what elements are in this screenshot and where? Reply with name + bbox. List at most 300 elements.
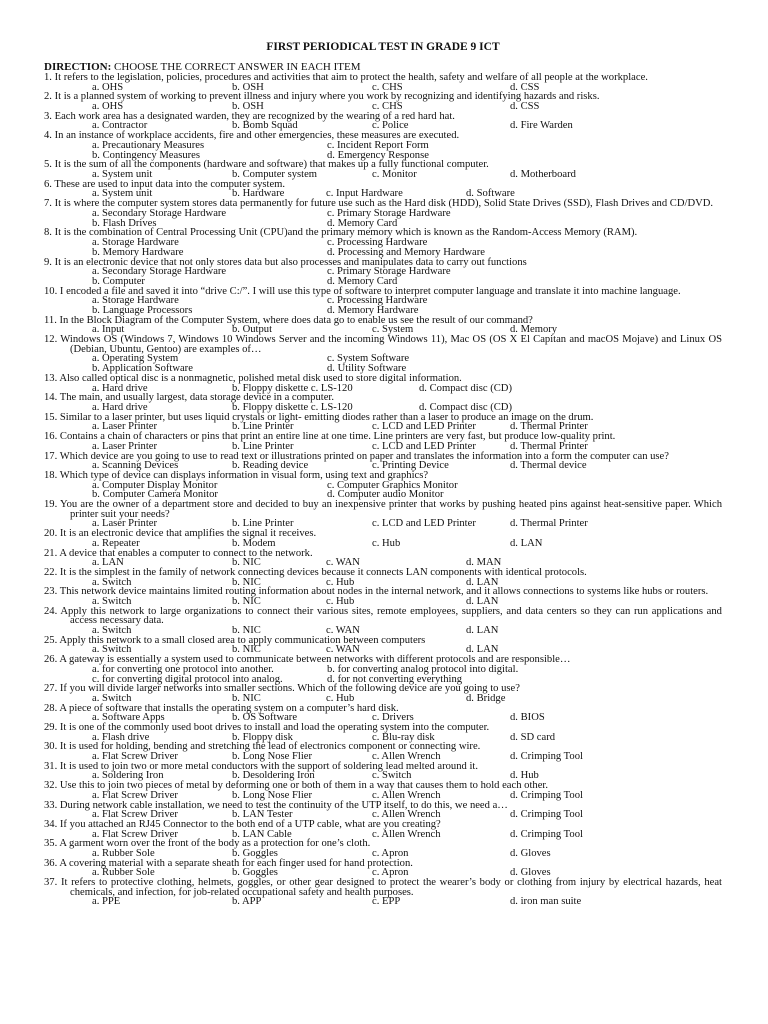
answer-choice: d. Memory [510, 324, 558, 336]
answer-choice: c. Processing Hardware [327, 295, 428, 307]
question-number: 1. [44, 72, 52, 83]
answer-choice: a. System unit [92, 188, 153, 200]
question-stem [44, 549, 722, 559]
question-text: Contains a chain of characters or pins that print an entire line at one time. Line printers are very fast, but produce low-quality print. [59, 431, 616, 443]
answer-choices-row [44, 83, 722, 93]
answer-choice: d. MAN [466, 557, 502, 569]
answer-choice: b. NIC [232, 644, 261, 656]
question-item [44, 316, 722, 335]
answer-choice: b. Long Nose Flier [232, 751, 313, 763]
question-number: 19. [44, 499, 58, 511]
question-item [44, 112, 722, 131]
question-item [44, 762, 722, 781]
answer-choice: a. Flat Screw Driver [92, 789, 178, 801]
question-item [44, 160, 722, 179]
answer-choice: c. Computer Graphics Monitor [327, 479, 458, 491]
answer-choices-row [44, 461, 722, 471]
answer-choice: c. Primary Storage Hardware [327, 207, 451, 219]
question-text: It is one of the commonly used boot drives to install and load the operating system into the computer. [59, 722, 490, 734]
answer-choice: d. LAN [466, 644, 499, 656]
answer-choices-row [44, 490, 722, 500]
answer-choice: c. Switch [372, 770, 412, 782]
answer-choice: b. Contingency Measures [92, 149, 200, 161]
question-text: Which type of device can displays information in visual form, using text and graphics? [59, 470, 429, 482]
answer-choice: d. Memory Card [327, 217, 398, 229]
answer-choice: d. Crimping Tool [510, 789, 583, 801]
answer-choice: b. OSH [232, 81, 264, 93]
answer-choices-row [44, 151, 722, 161]
question-stem [44, 636, 722, 646]
question-number: 12. [44, 334, 58, 346]
question-item [44, 878, 722, 907]
answer-choice: b. Line Printer [232, 518, 294, 530]
answer-choices-row [44, 849, 722, 859]
question-stem [44, 587, 722, 597]
answer-choice: b. NIC [232, 595, 261, 607]
question-item [44, 452, 722, 471]
answer-choice: d. LAN [466, 624, 499, 636]
answer-choice: c. System Software [327, 353, 410, 365]
answer-choice: d. CSS [510, 100, 540, 112]
answer-choice: c. LCD and LED Printer [372, 421, 476, 433]
question-number: 35. [44, 838, 58, 850]
question-text: It is an electronic device that not only stores data but also processes and manipulates data to carry out functions [54, 256, 527, 268]
answer-choice: c. Drivers [372, 712, 414, 724]
answer-choice: d. Memory Card [327, 275, 398, 287]
question-item [44, 568, 722, 587]
answer-choice: b. for converting analog protocol into digital. [327, 663, 519, 675]
answer-choice: b. Computer Camera Monitor [92, 489, 218, 501]
answer-choice: c. Hub [326, 576, 355, 588]
answer-choice: c. Hub [326, 595, 355, 607]
question-text: Windows OS (Windows 7, Windows 10 Windows Server and the incoming Windows 11), Mac OS (OS X El Capitan and macOS Mojave) and Linux OS (Debian, Ubuntu, Gentoo) are examples of… [60, 334, 722, 355]
question-number: 29. [44, 722, 58, 734]
question-text: Also called optical disc is a nonmagnetic, polished metal disk used to store digital information. [59, 373, 462, 385]
test-document [44, 40, 722, 907]
answer-choice: c. Allen Wrench [372, 751, 441, 763]
question-number: 25. [44, 634, 58, 646]
answer-choice: a. System unit [92, 168, 153, 180]
answer-choices-row [44, 897, 722, 907]
answer-choice: a. Flat Screw Driver [92, 751, 178, 763]
answer-choice: a. Flash drive [92, 731, 150, 743]
question-text: The main, and usually largest, data storage device in a computer. [59, 392, 334, 404]
question-number: 36. [44, 857, 58, 869]
question-text: These are used to input data into the computer system. [54, 178, 286, 190]
answer-choice: a. Precautionary Measures [92, 139, 205, 151]
answer-choice: d. Software [466, 188, 515, 200]
question-number: 27. [44, 683, 58, 695]
question-number: 10. [44, 285, 58, 297]
answer-choice: c. Incident Report Form [327, 139, 429, 151]
question-item [44, 393, 722, 412]
answer-choices-row [44, 306, 722, 316]
answer-choices-row [44, 384, 722, 394]
answer-choice: d. iron man suite [510, 896, 582, 908]
question-text: Each work area has a designated warden, they are recognized by the wearing of a red hard hat. [54, 110, 455, 122]
answer-choice: a. OHS [92, 81, 124, 93]
answer-choices-row [44, 422, 722, 432]
question-number: 4. [44, 130, 52, 142]
question-number: 24. [44, 605, 58, 617]
question-item [44, 471, 722, 500]
answer-choice: a. Laser Printer [92, 440, 158, 452]
answer-choice: c. Allen Wrench [372, 789, 441, 801]
question-item [44, 131, 722, 160]
question-item [44, 529, 722, 548]
question-text: Use this to join two pieces of metal by deforming one or both of them in a way that causes them to hold each other. [59, 780, 548, 792]
answer-choice: a. OHS [92, 100, 124, 112]
answer-choice: b. Memory Hardware [92, 246, 184, 258]
question-item [44, 287, 722, 316]
question-text: It is used for holding, bending and stretching the lead of electronics component or connecting wire. [59, 741, 481, 753]
answer-choice: b. APP [232, 896, 262, 908]
question-text: A garment worn over the front of the body as a protection for one’s cloth. [59, 838, 371, 850]
answer-choice: b. OS Software [232, 712, 298, 724]
question-number: 9. [44, 256, 52, 268]
question-number: 22. [44, 566, 58, 578]
answer-choice: b. Bomb Squad [232, 120, 298, 132]
answer-choice: b. Floppy diskette c. LS-120 [232, 382, 353, 394]
answer-choices-row [44, 219, 722, 229]
answer-choice: c. Hub [326, 692, 355, 704]
answer-choices-row [44, 830, 722, 840]
answer-choice: a. Soldering Iron [92, 770, 164, 782]
answer-choice: a. PPE [92, 896, 121, 908]
direction-label: DIRECTION: [44, 61, 112, 73]
answer-choice: a. Contractor [92, 120, 148, 132]
question-item [44, 801, 722, 820]
answer-choice: d. Compact disc (CD) [419, 382, 512, 394]
answer-choices-row [44, 578, 722, 588]
question-number: 23. [44, 586, 58, 598]
answer-choice: b. Reading device [232, 460, 309, 472]
answer-choice: a. Secondary Storage Hardware [92, 266, 227, 278]
question-number: 2. [44, 91, 52, 103]
answer-choice: c. Apron [372, 848, 409, 860]
answer-choice: d. Hub [510, 770, 539, 782]
answer-choice: c. CHS [372, 100, 403, 112]
question-text: It refers to protective clothing, helmets, goggles, or other gear designed to protect the wearer’s body or clothing from injury by electrical hazards, heat chemicals, and infection, for job-related occupational safety and health purposes. [60, 877, 722, 898]
question-stem [44, 568, 722, 578]
answer-choice: d. Thermal Printer [510, 421, 588, 433]
answer-choices-row [44, 121, 722, 131]
question-item [44, 335, 722, 374]
answer-choice: a. Switch [92, 624, 132, 636]
question-text: It is the simplest in the family of network connecting devices because it connects LAN components with identical protocols. [59, 566, 587, 578]
answer-choices-row [44, 519, 722, 529]
answer-choice: b. Desoldering Iron [232, 770, 315, 782]
answer-choice: b. NIC [232, 624, 261, 636]
answer-choice: d. Gloves [510, 867, 551, 879]
answer-choices-row [44, 189, 722, 199]
question-item [44, 781, 722, 800]
question-text: Similar to a laser printer, but uses liquid crystals or light- emitting diodes rather than a laser to produce an image on the drum. [59, 411, 594, 423]
question-text: Which device are you going to use to read text or illustrations printed on paper and translates the information into a form the computer can use? [59, 450, 669, 462]
question-text: If you will divide larger networks into smaller sections. Which of the following device are you going to use? [59, 683, 520, 695]
answer-choice: c. WAN [326, 624, 360, 636]
answer-choice: d. Memory Hardware [327, 305, 419, 317]
answer-choice: c. Monitor [372, 168, 417, 180]
question-item [44, 228, 722, 257]
question-item [44, 587, 722, 606]
answer-choice: a. Software Apps [92, 712, 165, 724]
answer-choice: c. WAN [326, 557, 360, 569]
answer-choice: a. Flat Screw Driver [92, 828, 178, 840]
question-stem [44, 335, 722, 354]
answer-choice: b. Floppy diskette c. LS-120 [232, 402, 353, 414]
answer-choice: d. Crimping Tool [510, 828, 583, 840]
answer-choice: a. Laser Printer [92, 421, 158, 433]
answer-choices-row [44, 771, 722, 781]
answer-choice: d. Emergency Response [327, 149, 429, 161]
answer-choice: c. Processing Hardware [327, 236, 428, 248]
question-item [44, 500, 722, 529]
question-text: Apply this network to a small closed area to apply communication between computers [59, 634, 426, 646]
answer-choice: c. LCD and LED Printer [372, 518, 476, 530]
answer-choice: d. Compact disc (CD) [419, 402, 512, 414]
answer-choice: d. LAN [510, 537, 543, 549]
answer-choice: a. Switch [92, 692, 132, 704]
answer-choice: d. Motherboard [510, 168, 576, 180]
answer-choices-row [44, 325, 722, 335]
answer-choice: d. BIOS [510, 712, 545, 724]
answer-choice: b. Floppy disk [232, 731, 293, 743]
answer-choices-row [44, 626, 722, 636]
answer-choice: b. Computer system [232, 168, 318, 180]
answer-choices-row [44, 364, 722, 374]
answer-choice: b. NIC [232, 576, 261, 588]
answer-choice: b. Goggles [232, 848, 278, 860]
question-number: 32. [44, 780, 58, 792]
answer-choice: d. Gloves [510, 848, 551, 860]
answer-choice: c. Allen Wrench [372, 828, 441, 840]
answer-choice: c. EPP [372, 896, 401, 908]
answer-choice: a. Storage Hardware [92, 295, 179, 307]
answer-choices-row [44, 675, 722, 685]
answer-choice: b. Line Printer [232, 440, 294, 452]
answer-choice: a. Rubber Sole [92, 867, 155, 879]
answer-choice: a. for converting one protocol into another. [92, 663, 274, 675]
answer-choice: a. Storage Hardware [92, 236, 179, 248]
answer-choice: a. Hard drive [92, 382, 148, 394]
answer-choices-row [44, 733, 722, 743]
question-text: A piece of software that installs the operating system on a computer’s hard disk. [59, 702, 399, 714]
question-number: 26. [44, 654, 58, 666]
answer-choice: c. Primary Storage Hardware [327, 266, 451, 278]
answer-choice: a. Input [92, 324, 125, 336]
question-item [44, 73, 722, 92]
answer-choice: c. Hub [372, 537, 401, 549]
question-text: In an instance of workplace accidents, fire and other emergencies, these measures are executed. [54, 130, 460, 142]
answer-choices-row [44, 442, 722, 452]
question-number: 34. [44, 819, 58, 831]
answer-choice: a. Computer Display Monitor [92, 479, 218, 491]
answer-choice: a. Flat Screw Driver [92, 809, 178, 821]
question-number: 5. [44, 159, 52, 171]
answer-choice: b. NIC [232, 692, 261, 704]
question-item [44, 432, 722, 451]
answer-choices-row [44, 791, 722, 801]
question-stem [44, 500, 722, 519]
answer-choice: a. Scanning Devices [92, 460, 179, 472]
answer-choices-row [44, 752, 722, 762]
answer-choice: d. Fire Warden [510, 120, 573, 132]
answer-choices-row [44, 810, 722, 820]
question-item [44, 199, 722, 228]
answer-choices-row [44, 558, 722, 568]
answer-choices-row [44, 645, 722, 655]
question-text: This network device maintains limited routing information about nodes in the internal network, and it allows connections to systems like hubs or routers. [59, 586, 709, 598]
answer-choice: d. Computer audio Monitor [327, 489, 444, 501]
answer-choices-row [44, 248, 722, 258]
answer-choice: c. Police [372, 120, 409, 132]
question-item [44, 839, 722, 858]
answer-choice: b. Computer [92, 275, 145, 287]
answer-choice: d. Thermal Printer [510, 518, 588, 530]
question-number: 37. [44, 877, 58, 889]
question-text: In the Block Diagram of the Computer System, where does data go to enable us see the result of our command? [59, 314, 533, 326]
answer-choice: b. OSH [232, 100, 264, 112]
question-item [44, 92, 722, 111]
answer-choice: b. LAN Tester [232, 809, 293, 821]
answer-choice: b. Goggles [232, 867, 278, 879]
answer-choice: b. Flash Drives [92, 217, 157, 229]
answer-choice: c. Input Hardware [326, 188, 403, 200]
answer-choice: a. Switch [92, 595, 132, 607]
answer-choices-row [44, 597, 722, 607]
answer-choices-row [44, 539, 722, 549]
answer-choice: c. for converting digital protocol into analog. [92, 673, 283, 685]
question-number: 6. [44, 178, 52, 190]
question-item [44, 636, 722, 655]
answer-choice: d. Thermal device [510, 460, 587, 472]
answer-choice: c. Blu-ray disk [372, 731, 435, 743]
answer-choice: a. LAN [92, 557, 124, 569]
question-text: A gateway is essentially a system used to communicate between networks with different protocols and are responsible… [59, 654, 571, 666]
question-item [44, 859, 722, 878]
answer-choice: d. Bridge [466, 692, 506, 704]
question-number: 16. [44, 431, 58, 443]
answer-choice: b. Hardware [232, 188, 285, 200]
question-item [44, 704, 722, 723]
question-item [44, 413, 722, 432]
answer-choices-row [44, 170, 722, 180]
answer-choice: b. Line Printer [232, 421, 294, 433]
question-number: 33. [44, 799, 58, 811]
answer-choice: c. Printing Device [372, 460, 449, 472]
question-stem [44, 684, 722, 694]
answer-choice: b. Application Software [92, 363, 193, 375]
answer-choice: c. LCD and LED Printer [372, 440, 476, 452]
answer-choice: a. Rubber Sole [92, 848, 155, 860]
question-item [44, 655, 722, 684]
question-item [44, 742, 722, 761]
question-text: It is used to join two or more metal conductors with the support of soldering lead melted around it. [59, 760, 478, 772]
question-number: 15. [44, 411, 58, 423]
question-number: 18. [44, 470, 58, 482]
question-number: 8. [44, 227, 52, 239]
question-text: If you attached an RJ45 Connector to the both end of a UTP cable, what are you creating? [59, 819, 441, 831]
direction-text: CHOOSE THE CORRECT ANSWER IN EACH ITEM [111, 61, 361, 73]
answer-choices-row [44, 713, 722, 723]
answer-choice: a. Switch [92, 576, 132, 588]
question-item [44, 180, 722, 199]
question-number: 30. [44, 741, 58, 753]
question-text: Apply this network to large organizations to connect their various sites, remote employees, suppliers, and data centers so they can run applications and access necessary data. [60, 605, 722, 627]
question-text: A covering material with a separate sheath for each finger used for hand protection. [59, 857, 413, 869]
answer-choice: b. Modem [232, 537, 276, 549]
question-stem [44, 878, 722, 897]
answer-choice: b. NIC [232, 557, 261, 569]
question-text: It is the sum of all the components (hardware and software) that makes up a fully functional computer. [54, 159, 489, 171]
answer-choice: d. SD card [510, 731, 556, 743]
answer-choices-row [44, 102, 722, 112]
answer-choice: a. Laser Printer [92, 518, 158, 530]
answer-choices-row [44, 403, 722, 413]
answer-choice: c. Apron [372, 867, 409, 879]
answer-choice: d. Utility Software [327, 363, 407, 375]
question-number: 17. [44, 450, 58, 462]
question-text: It is where the computer system stores data permanently for future use such as the Hard disk (HDD), Solid State Drives (SSD), Flash Drives and CD/DVD. [54, 198, 714, 210]
answer-choice: d. for not converting everything [327, 673, 463, 685]
test-title: FIRST PERIODICAL TEST IN GRADE 9 ICT [266, 41, 500, 53]
answer-choice: c. CHS [372, 81, 403, 93]
answer-choice: d. Thermal Printer [510, 440, 588, 452]
question-text: It is an electronic device that amplifies the signal it receives. [59, 528, 317, 540]
question-item [44, 258, 722, 287]
answer-choice: b. Output [232, 324, 273, 336]
question-text: You are the owner of a department store and decided to buy an inexpensive printer that works by pushing heated pins against heat-sensitive paper. Which printer suit your needs? [60, 499, 722, 520]
question-number: 14. [44, 392, 58, 404]
answer-choice: c. WAN [326, 644, 360, 656]
question-text: It is a planned system of working to prevent illness and injury where you work by recognizing and identifying hazards and risks. [54, 91, 600, 103]
question-stem [44, 607, 722, 626]
answer-choice: b. Long Nose Flier [232, 789, 313, 801]
answer-choice: d. CSS [510, 81, 540, 93]
question-item [44, 723, 722, 742]
answer-choice: a. Switch [92, 644, 132, 656]
answer-choice: c. Allen Wrench [372, 809, 441, 821]
question-item [44, 607, 722, 636]
question-number: 13. [44, 373, 58, 385]
answer-choice: d. Crimping Tool [510, 809, 583, 821]
answer-choice: d. Crimping Tool [510, 751, 583, 763]
question-list [44, 73, 722, 907]
answer-choice: c. System [372, 324, 414, 336]
question-text: It is the combination of Central Processing Unit (CPU)and the primary memory which is known as the Random-Access Memory (RAM). [54, 227, 638, 239]
question-item [44, 820, 722, 839]
question-text: I encoded a file and saved it into “drive C:/”. I will use this type of software to interpret computer language and translate it into machine language. [59, 285, 681, 297]
question-item [44, 374, 722, 393]
question-text: A device that enables a computer to connect to the network. [59, 547, 313, 559]
question-number: 20. [44, 528, 58, 540]
question-number: 21. [44, 547, 58, 559]
answer-choice: a. Hard drive [92, 402, 148, 414]
question-item [44, 684, 722, 703]
answer-choice: a. Secondary Storage Hardware [92, 207, 227, 219]
answer-choices-row [44, 694, 722, 704]
question-number: 31. [44, 760, 58, 772]
answer-choice: d. LAN [466, 595, 499, 607]
answer-choices-row [44, 868, 722, 878]
answer-choice: a. Repeater [92, 537, 140, 549]
question-number: 3. [44, 110, 52, 122]
question-number: 28. [44, 702, 58, 714]
answer-choice: a. Operating System [92, 353, 179, 365]
question-text: During network cable installation, we need to test the continuity of the UTP itself, to do this, we need a… [59, 799, 508, 811]
question-number: 7. [44, 198, 52, 210]
